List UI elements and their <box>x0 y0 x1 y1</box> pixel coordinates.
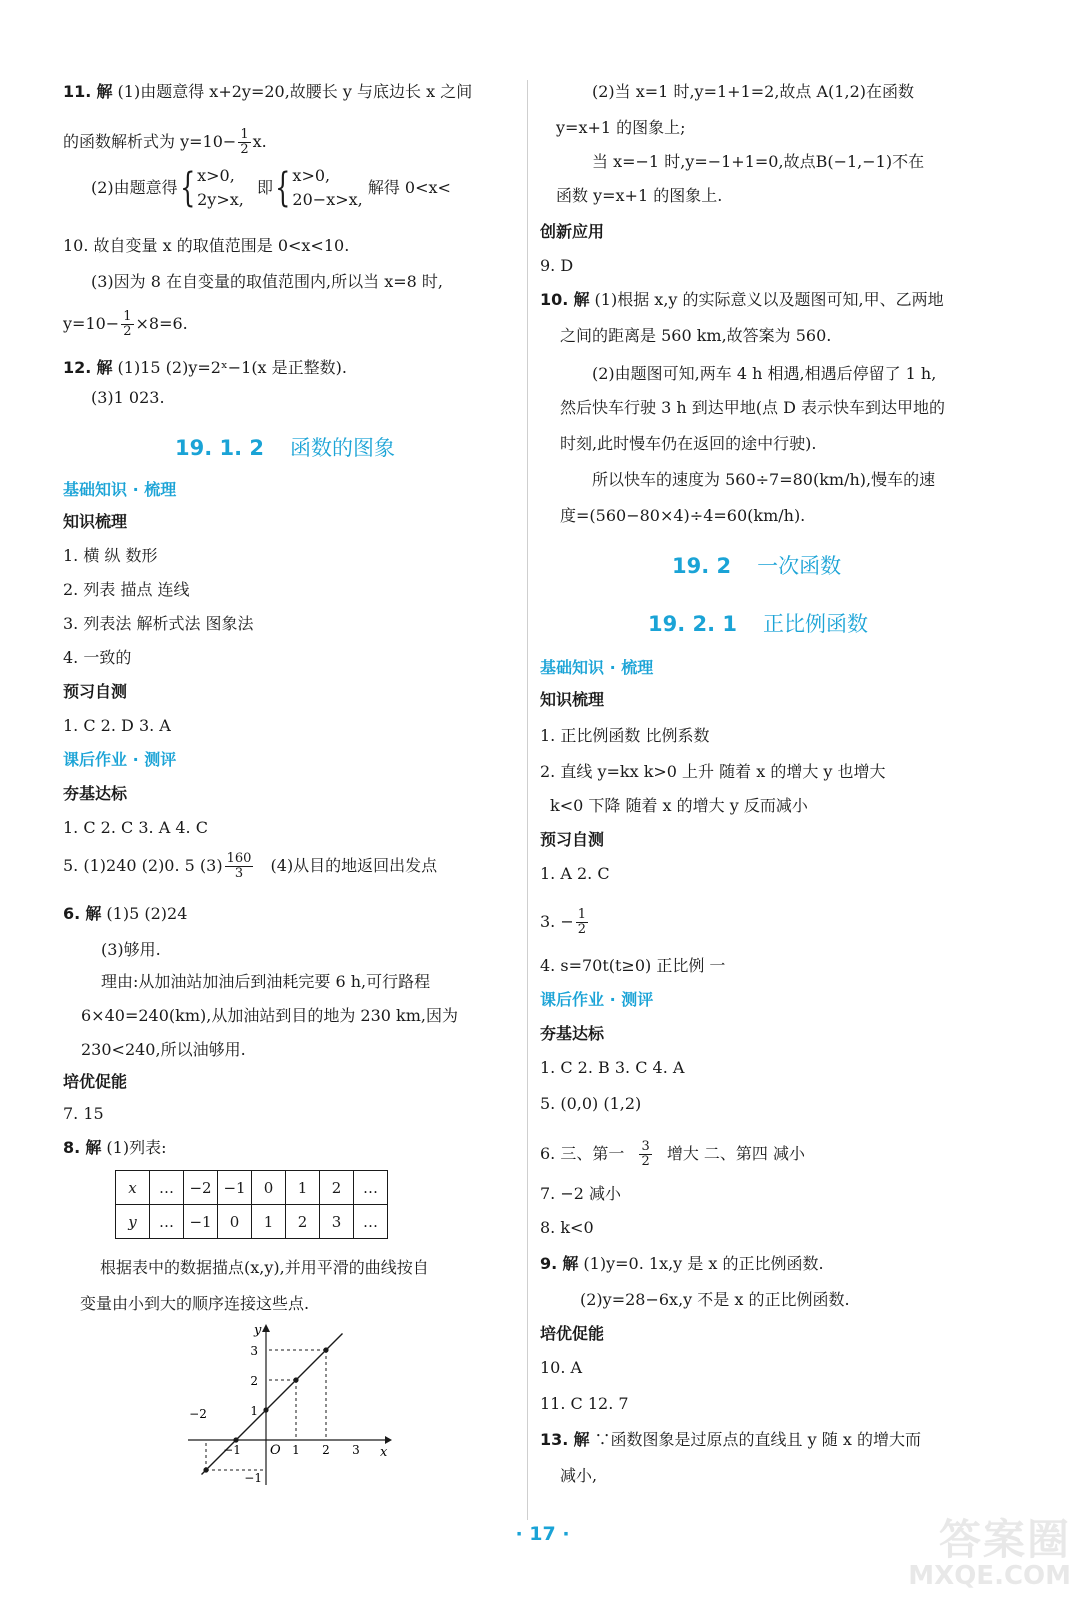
answer-8-line2: 根据表中的数据描点(x,y),并用平滑的曲线按自 <box>100 1258 429 1277</box>
watermark-logo: 答案圈 MXQE.COM <box>908 1515 1071 1591</box>
table-cell: … <box>150 1171 184 1205</box>
answer-10-line2: 之间的距离是 560 km,故答案为 560. <box>560 326 832 345</box>
q12-line2: (3)1 023. <box>91 388 165 407</box>
x-tick-label: 2 <box>322 1443 330 1457</box>
answers-1-4: 1. C 2. C 3. A 4. C <box>63 818 208 837</box>
x-tick-label: −2 <box>189 1407 207 1421</box>
heading-preview-test-2: 预习自测 <box>540 830 605 849</box>
table-cell: … <box>354 1171 388 1205</box>
table-cell: 0 <box>252 1171 286 1205</box>
data-point <box>323 1347 328 1352</box>
answer-13-line1-r: 13. 解 ∵函数图象是过原点的直线且 y 随 x 的增大而 <box>540 1430 921 1449</box>
y-tick-label: 2 <box>250 1374 258 1388</box>
r-line1: (2)当 x=1 时,y=1+1=2,故点 A(1,2)在函数 <box>592 82 914 101</box>
heading-homework: 课后作业 · 测评 <box>63 750 177 769</box>
answer-6-line4: 6×40=240(km),从加油站到目的地为 230 km,因为 <box>81 1006 458 1025</box>
r-line3: 当 x=−1 时,y=−1+1=0,故点B(−1,−1)不在 <box>592 152 925 171</box>
answer-8-r: 8. k<0 <box>540 1218 594 1237</box>
table-cell: 0 <box>218 1205 252 1239</box>
answer-9-line2-r: (2)y=28−6x,y 不是 x 的正比例函数. <box>580 1290 850 1309</box>
fraction: $\frac{3}{2}$ <box>641 1139 650 1169</box>
table-cell: 2 <box>286 1205 320 1239</box>
x-tick-label: 1 <box>292 1443 300 1457</box>
section-title-19-2-1: 19. 2. 1 正比例函数 <box>648 612 869 636</box>
table-cell: −1 <box>184 1205 218 1239</box>
answer-10-line4: 然后快车行驶 3 h 到达甲地(点 D 表示快车到达甲地的 <box>560 398 945 417</box>
knowledge-item-4: 4. 一致的 <box>63 648 132 667</box>
answer-10-r: 10. A <box>540 1358 583 1377</box>
origin-label: O <box>270 1443 281 1458</box>
knowledge-item-2-r: 2. 直线 y=kx k>0 上升 随着 x 的增大 y 也增大 <box>540 762 886 781</box>
x-axis-arrow <box>385 1436 392 1444</box>
answers-1-4-r: 1. C 2. B 3. C 4. A <box>540 1058 685 1077</box>
q11-line5: (3)因为 8 在自变量的取值范围内,所以当 x=8 时, <box>91 272 443 291</box>
preview-answers: 1. C 2. D 3. A <box>63 716 171 735</box>
r-line2: y=x+1 的图象上; <box>556 118 686 137</box>
answer-10-line7: 度=(560−80×4)÷4=60(km/h). <box>560 506 806 525</box>
table-cell: … <box>354 1205 388 1239</box>
table-row <box>116 1171 388 1205</box>
data-point <box>203 1467 208 1472</box>
knowledge-item-1: 1. 横 纵 数形 <box>63 546 158 565</box>
answer-13-line2-r: 减小, <box>560 1466 598 1485</box>
q11-line1: 11. 解 (1)由题意得 x+2y=20,故腰长 y 与底边长 x 之间 <box>63 82 473 101</box>
heading-knowledge-review-2: 知识梳理 <box>540 690 605 709</box>
heading-consolidate: 夯基达标 <box>63 784 128 803</box>
answer-8-line1: 8. 解 (1)列表: <box>63 1138 167 1157</box>
table-cell: 2 <box>320 1171 354 1205</box>
answer-6-line1: 6. 解 (1)5 (2)24 <box>63 904 188 923</box>
section-title-19-1-2: 19. 1. 2 函数的图象 <box>175 436 396 460</box>
heading-basic-knowledge-2: 基础知识 · 梳理 <box>540 658 654 677</box>
preview-answer-4: 4. s=70t(t≥0) 正比例 一 <box>540 956 726 975</box>
data-point <box>263 1407 268 1412</box>
x-tick-label: 3 <box>352 1443 360 1457</box>
answer-10-line3: (2)由题图可知,两车 4 h 相遇,相遇后停留了 1 h, <box>592 364 937 383</box>
table-row <box>116 1205 388 1239</box>
answer-6-line3: 理由:从加油站加油后到油耗完要 6 h,可行路程 <box>101 972 431 991</box>
heading-knowledge-review: 知识梳理 <box>63 512 128 531</box>
answer-7: 7. 15 <box>63 1104 104 1123</box>
heading-basic-knowledge: 基础知识 · 梳理 <box>63 480 177 499</box>
table-cell: 3 <box>320 1205 354 1239</box>
heading-preview-test: 预习自测 <box>63 682 128 701</box>
y-tick-label: 1 <box>250 1404 258 1418</box>
y-tick-label: −1 <box>244 1471 262 1485</box>
data-point <box>233 1437 238 1442</box>
answer-8-line3: 变量由小到大的顺序连接这些点. <box>80 1294 310 1313</box>
heading-homework-2: 课后作业 · 测评 <box>540 990 654 1009</box>
fraction: $\frac{1}{2}$ <box>240 127 249 157</box>
y-axis-label: y <box>254 1323 262 1338</box>
heading-consolidate-2: 夯基达标 <box>540 1024 605 1043</box>
table-cell: −2 <box>184 1171 218 1205</box>
table-cell: y <box>116 1205 150 1239</box>
r-line4: 函数 y=x+1 的图象上. <box>556 186 723 205</box>
q11-line4: 10. 故自变量 x 的取值范围是 0<x<10. <box>63 236 350 255</box>
q11-line3: (2)由题意得{ x>0, 2y>x, 即{ x>0, 20−x>x, 解得 0<x< <box>91 165 451 211</box>
y-tick-label: 3 <box>250 1344 258 1358</box>
answer-10-line6: 所以快车的速度为 560÷7=80(km/h),慢车的速 <box>592 470 936 489</box>
answer-9: 9. D <box>540 256 574 275</box>
fraction: $\frac{1}{2}$ <box>577 907 587 937</box>
fraction: $\frac{1}{2}$ <box>123 309 132 339</box>
knowledge-item-1-r: 1. 正比例函数 比例系数 <box>540 726 710 745</box>
column-divider <box>527 80 528 1520</box>
answer-6-line5: 230<240,所以油够用. <box>81 1040 246 1059</box>
x-tick-label: −1 <box>223 1443 241 1457</box>
answer-9-line1-r: 9. 解 (1)y=0. 1x,y 是 x 的正比例函数. <box>540 1254 824 1273</box>
heading-advanced: 培优促能 <box>63 1072 128 1091</box>
table-cell: −1 <box>218 1171 252 1205</box>
x-axis-label: x <box>380 1445 388 1460</box>
answer-6-line2: (3)够用. <box>101 940 161 959</box>
table-cell: … <box>150 1205 184 1239</box>
answer-5: 5. (1)240 (2)0. 5 (3) $\frac{160}{3}$ (4)从目的地返回出发点 <box>63 851 438 881</box>
q12-line1: 12. 解 (1)15 (2)y=2ˣ−1(x 是正整数). <box>63 358 347 377</box>
table-cell: 1 <box>286 1171 320 1205</box>
value-table <box>115 1170 388 1239</box>
answer-5-r: 5. (0,0) (1,2) <box>540 1094 642 1113</box>
fraction: $\frac{160}{3}$ <box>226 851 252 881</box>
answer-10-line5: 时刻,此时慢车仍在返回的途中行驶). <box>560 434 817 453</box>
inequality-system-2: x>0, 20−x>x, <box>292 166 363 209</box>
answer-10-line1: 10. 解 (1)根据 x,y 的实际意义以及题图可知,甲、乙两地 <box>540 290 944 309</box>
preview-answer-3: 3. − $\frac{1}{2}$ <box>540 907 587 937</box>
heading-innovation: 创新应用 <box>540 222 605 241</box>
preview-answers-r: 1. A 2. C <box>540 864 610 883</box>
knowledge-item-2b-r: k<0 下降 随着 x 的增大 y 反而减小 <box>550 796 808 815</box>
function-graph <box>180 1320 400 1490</box>
data-point <box>293 1377 298 1382</box>
inequality-system-1: x>0, 2y>x, <box>197 166 244 209</box>
knowledge-item-2: 2. 列表 描点 连线 <box>63 580 190 599</box>
q11-line2: 的函数解析式为 y=10− $\frac{1}{2}$ x. <box>63 127 267 157</box>
answer-6-r: 6. 三、第一 $\frac{3}{2}$ 增大 二、第四 减小 <box>540 1139 806 1169</box>
table-cell: 1 <box>252 1205 286 1239</box>
table-cell: x <box>116 1171 150 1205</box>
answer-7-r: 7. −2 减小 <box>540 1184 622 1203</box>
section-title-19-2: 19. 2 一次函数 <box>672 554 842 578</box>
y-axis-arrow <box>262 1324 270 1332</box>
answer-11-12-r: 11. C 12. 7 <box>540 1394 629 1413</box>
knowledge-item-3: 3. 列表法 解析式法 图象法 <box>63 614 254 633</box>
heading-advanced-2: 培优促能 <box>540 1324 605 1343</box>
page-number: · 17 · <box>515 1523 570 1545</box>
q11-line6: y=10− $\frac{1}{2}$ ×8=6. <box>63 309 188 339</box>
